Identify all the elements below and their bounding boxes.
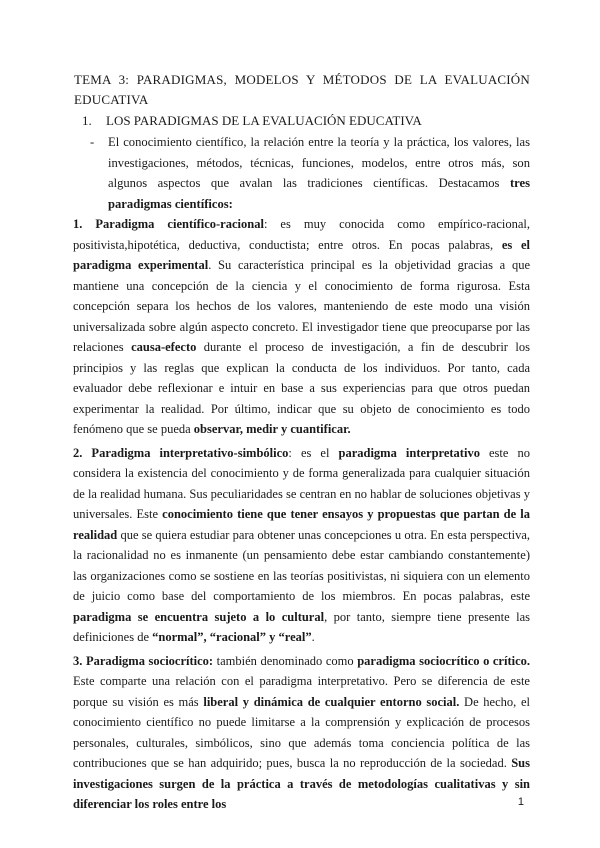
section-label: LOS PARADIGMAS DE LA EVALUACIÓN EDUCATIVA [106,113,422,128]
p2-bold-1: paradigma interpretativo [338,445,480,460]
intro-bullet [90,132,530,214]
p2-heading: 2. Paradigma interpretativo-simbólico [73,445,289,460]
document-body [73,214,530,818]
p2-bold-3: paradigma se encuentra sujeto a lo cultural [73,609,325,624]
title-line-2: EDUCATIVA [74,92,149,107]
p1-heading: 1. Paradigma científico-racional [73,217,264,231]
p2-text-1: : es el [288,445,339,460]
p3-text-2: Este comparte una relación con el paradigma interpretativo. Pero se diferencia de este porque su visión es más [73,674,530,709]
p3-bold-1: paradigma sociocrítico o crítico. [357,653,531,668]
p1-bold-1: es el paradigma experimental [73,237,531,272]
paragraph-sociocritical [73,651,530,815]
bullet-text-plain: El conocimiento científico, la relación entre la teoría y la práctica, los valores, las investigaciones, métodos, técnicas, funciones, modelos, entre otros más, son algunos aspectos que avalan las tradiciones científicas. Destacamos [108,135,530,190]
p1-text-1: : es muy conocida como empírico-racional, positivista,hipotética, deductiva, conductista; entre otros. En pocas palabras, [73,217,530,252]
p2-text-5: . [311,630,315,644]
p3-text-1: también denominado como [213,653,358,668]
bullet-text [108,132,530,214]
bullet-text-bold: tres paradigmas científicos: [108,176,530,211]
paragraph-scientific-rational [73,214,530,440]
p3-heading: 3. Paradigma sociocrítico: [73,653,214,668]
p3-bold-2: liberal y dinámica de cualquier entorno social. [203,694,460,709]
page-number: 1 [517,796,524,808]
p3-text-3: De hecho, el conocimiento científico no puede limitarse a la comprensión y explicación de procesos personales, culturales, simbólicos, sino que además toma conciencia política de las contribuciones que se han adquirido; pues, busca la no reproducción de la sociedad. [73,694,530,770]
section-heading [82,111,422,131]
p2-text-3: que se quiera estudiar para obtener unas concepciones u otra. En esta perspectiva, la racionalidad no es inmanente (un pensamiento debe estar cambiando constantemente) las organizaciones como se sostiene en las teorías positivistas, ni siquiera con un elemento de juicio como base del comportamiento de los miembros. En pocas palabras, este [73,527,530,603]
title-line-1: TEMA 3: PARADIGMAS, MODELOS Y MÉTODOS DE LA EVALUACIÓN [74,72,530,87]
p1-text-2: . Su característica principal es la objetividad gracias a que mantiene una concepción de la ciencia y el conocimiento de forma rigurosa. Esta concepción separa los hechos de los valores, manteniendo de este modo una visión universalizada sobre algún aspecto concreto. El investigador tiene que preocuparse por las relaciones [73,258,530,354]
paragraph-interpretative-symbolic [73,443,530,648]
bullet-dash: - [90,135,95,149]
p2-bold-4: “normal”, “racional” y “real” [152,630,312,644]
p3-bold-3: Sus investigaciones surgen de la práctica a través de metodologías cualitativas y sin diferenciar los roles entre los [73,756,530,811]
document-title [74,70,530,110]
p2-text-4: , por tanto, siempre tiene presente las definiciones de [73,609,530,644]
p2-text-2: este no considera la existencia del conocimiento y de forma generalizada para cualquier situación de la realidad humana. Sus peculiaridades se centran en no hablar de soluciones objetivas y universales. Este [73,445,530,521]
p2-bold-2: conocimiento tiene que tener ensayos y propuestas que partan de la realidad [73,507,531,542]
p1-bold-2: causa-efecto [131,340,197,354]
p1-text-3: durante el proceso de investigación, a fin de descubrir los principios y las reglas que explican la conducta de los individuos. Por tanto, cada evaluador debe reflexionar e intuir en base a sus experiencias para que otros puedan experimentar la realidad. Por último, indicar que su objeto de conocimiento es todo fenómeno que se pueda [73,340,530,436]
p1-bold-3: observar, medir y cuantificar. [193,422,351,436]
section-number: 1. [82,113,92,128]
